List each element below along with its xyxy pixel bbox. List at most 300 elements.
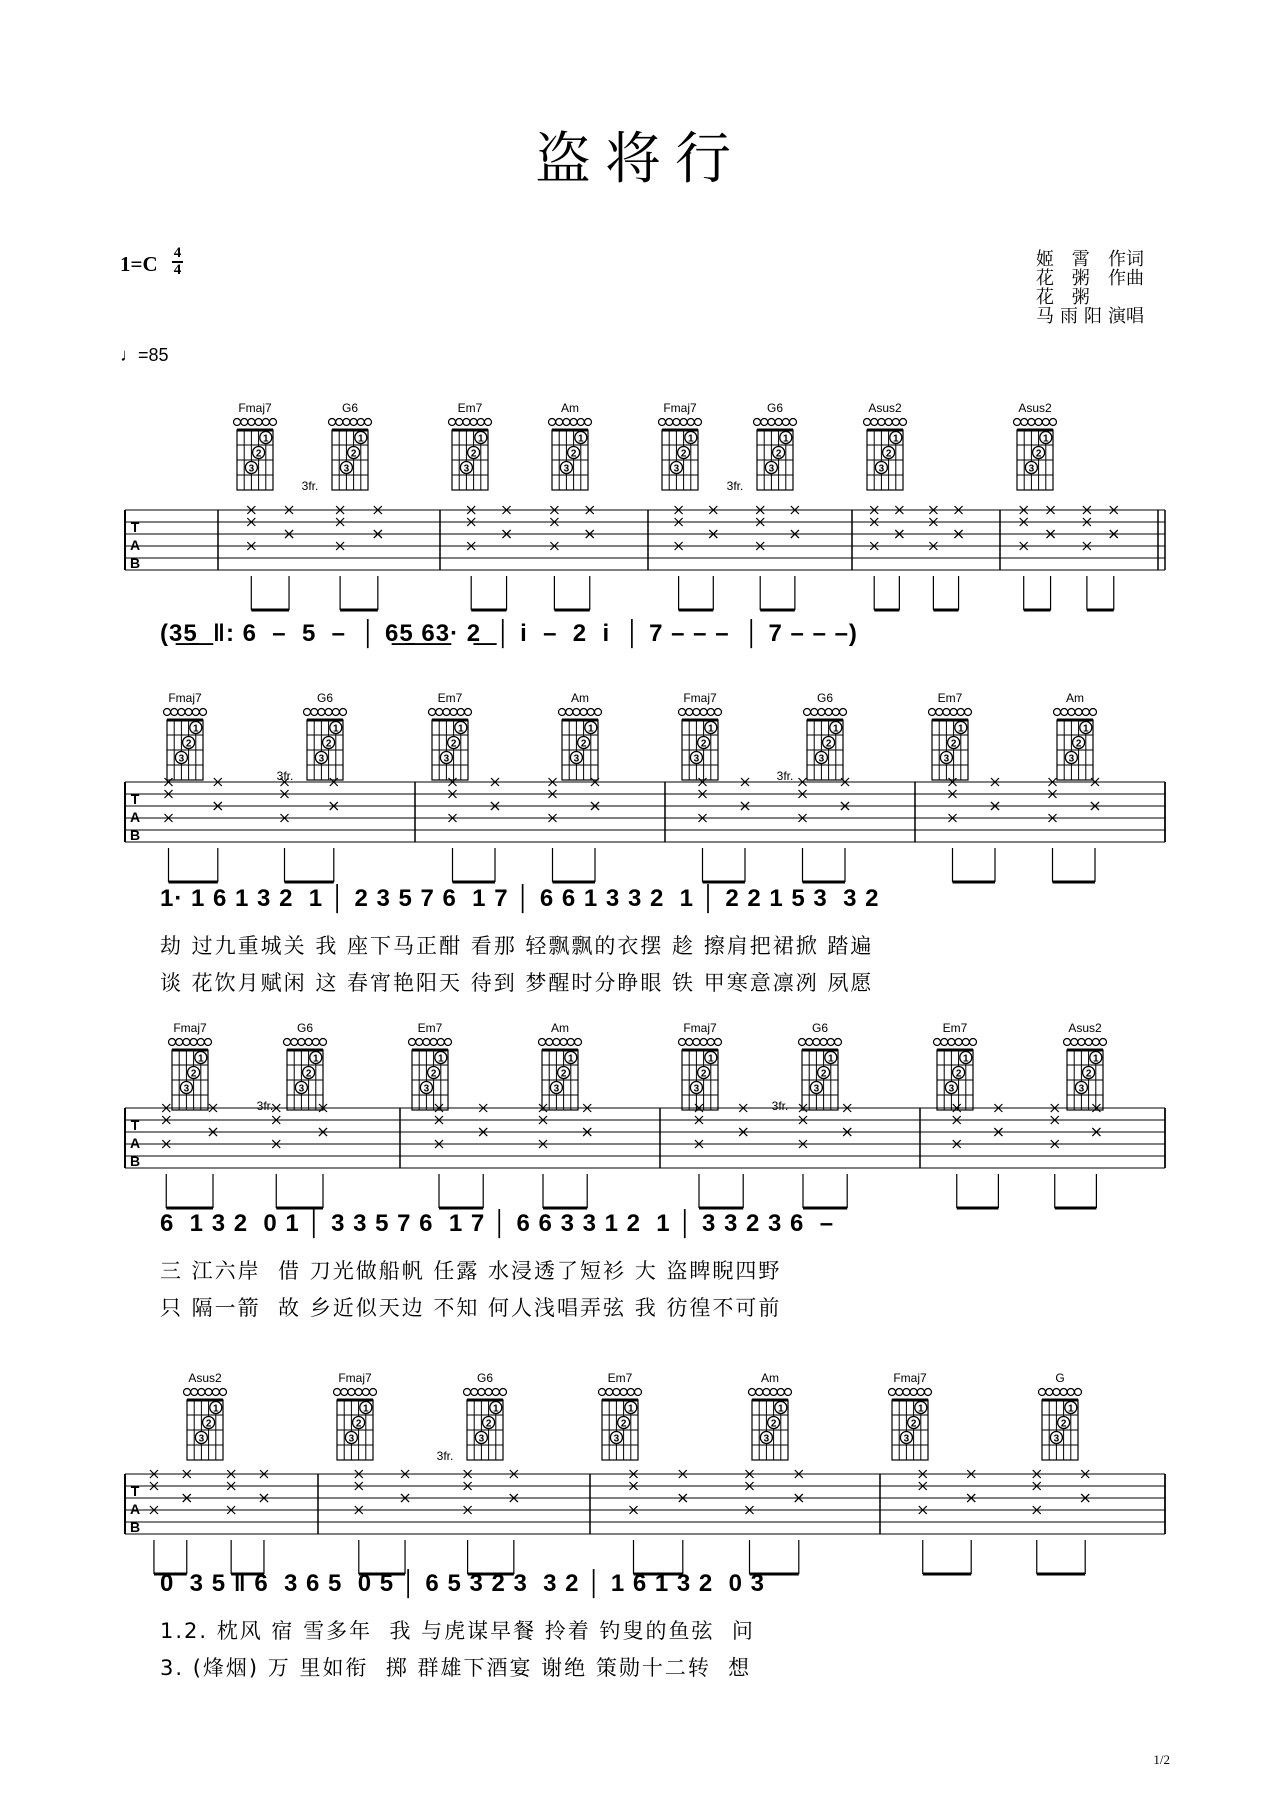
chord-name: Fmaj7 (893, 1371, 927, 1385)
svg-text:2: 2 (255, 448, 262, 460)
open-string-icon (325, 709, 332, 716)
svg-text:3: 3 (563, 463, 570, 475)
svg-text:A: A (129, 537, 141, 553)
open-string-icon (903, 1389, 910, 1396)
open-string-icon (241, 419, 248, 426)
open-string-icon (950, 709, 957, 716)
chord-diagram (164, 691, 207, 780)
svg-text:3: 3 (693, 753, 700, 765)
open-string-icon (556, 419, 563, 426)
chord-diagram (449, 401, 492, 490)
open-string-icon (835, 1039, 842, 1046)
chord-diagram (334, 1371, 377, 1460)
svg-text:1: 1 (493, 1403, 499, 1415)
chord-diagram (749, 1371, 792, 1460)
open-string-icon (585, 419, 592, 426)
fret-marker: 3fr. (256, 1099, 274, 1113)
svg-text:3: 3 (573, 753, 580, 765)
chord-diagram (934, 1021, 977, 1110)
svg-text:2: 2 (955, 1068, 962, 1080)
open-string-icon (176, 1039, 183, 1046)
score-system-3 (0, 1020, 1280, 1350)
open-string-icon (820, 1039, 827, 1046)
svg-text:1: 1 (1083, 723, 1089, 735)
open-string-icon (811, 709, 818, 716)
chord-diagram (929, 691, 972, 780)
chord-diagram (329, 401, 372, 490)
svg-text:2: 2 (820, 1068, 827, 1080)
svg-text:2: 2 (770, 1418, 777, 1430)
open-string-icon (1039, 1389, 1046, 1396)
open-string-icon (785, 1389, 792, 1396)
open-string-icon (190, 1039, 197, 1046)
svg-text:1: 1 (438, 1053, 444, 1065)
open-string-icon (255, 419, 262, 426)
open-string-icon (754, 419, 761, 426)
open-string-icon (832, 709, 839, 716)
open-string-icon (343, 419, 350, 426)
svg-text:2: 2 (700, 1068, 707, 1080)
open-string-icon (1075, 709, 1082, 716)
open-string-icon (443, 709, 450, 716)
svg-text:3: 3 (768, 463, 775, 475)
svg-text:2: 2 (470, 448, 477, 460)
svg-text:3: 3 (178, 753, 185, 765)
chord-name: Fmaj7 (683, 1021, 717, 1035)
open-string-icon (311, 709, 318, 716)
jianpu-notation: 0 3 5 ‖ 6 3 6 5 0 5 │ 6 5 3 2 3 3 2 │ 1 6 1 3 2 0 3 (160, 1570, 765, 1597)
svg-text:B: B (129, 1519, 141, 1535)
chord-diagram (184, 1371, 227, 1460)
open-string-icon (580, 709, 587, 716)
svg-text:1: 1 (918, 1403, 924, 1415)
open-string-icon (595, 709, 602, 716)
open-string-icon (437, 1039, 444, 1046)
open-string-icon (1060, 1389, 1067, 1396)
svg-text:1: 1 (708, 723, 714, 735)
chord-diagram (754, 401, 797, 490)
svg-text:1: 1 (588, 723, 594, 735)
svg-text:2: 2 (580, 738, 587, 750)
svg-text:3: 3 (948, 1083, 955, 1095)
chord-name: G6 (811, 1021, 829, 1035)
open-string-icon (416, 1039, 423, 1046)
chord-diagram (559, 691, 602, 780)
svg-text:2: 2 (1085, 1068, 1092, 1080)
svg-text:A: A (129, 1135, 141, 1151)
svg-text:1: 1 (358, 433, 364, 445)
svg-text:2: 2 (950, 738, 957, 750)
open-string-icon (436, 709, 443, 716)
open-string-icon (340, 709, 347, 716)
open-string-icon (707, 1039, 714, 1046)
chord-diagram (599, 1371, 642, 1460)
open-string-icon (970, 1039, 977, 1046)
open-string-icon (500, 1389, 507, 1396)
svg-text:3: 3 (298, 1083, 305, 1095)
lyrics-verse-2: 3. (烽烟) 万 里如衔 掷 群雄下酒宴 谢绝 策勋十二转 想 (160, 1656, 752, 1680)
svg-text:1: 1 (1093, 1053, 1099, 1065)
svg-text:3: 3 (443, 753, 450, 765)
tab-clef: T (130, 1483, 140, 1499)
open-string-icon (445, 1039, 452, 1046)
open-string-icon (567, 1039, 574, 1046)
open-string-icon (370, 1389, 377, 1396)
chord-diagram (304, 691, 347, 780)
open-string-icon (304, 709, 311, 716)
svg-text:3: 3 (318, 753, 325, 765)
open-string-icon (606, 1389, 613, 1396)
open-string-icon (200, 709, 207, 716)
open-string-icon (336, 419, 343, 426)
jianpu-notation: 1· 1 6 1 3 2 1 │ 2 3 5 7 6 1 7 │ 6 6 1 3 3 2 1 │ 2 2 1 5 3 3 2 (160, 885, 880, 912)
open-string-icon (686, 709, 693, 716)
chord-diagram (1014, 401, 1057, 490)
open-string-icon (715, 709, 722, 716)
open-string-icon (357, 419, 364, 426)
svg-text:1: 1 (363, 1403, 369, 1415)
svg-text:1: 1 (958, 723, 964, 735)
open-string-icon (171, 709, 178, 716)
open-string-icon (205, 1389, 212, 1396)
chord-name: Fmaj7 (683, 691, 717, 705)
svg-text:1: 1 (333, 723, 339, 735)
chord-name: Em7 (437, 691, 463, 705)
tempo-marking: ♩=85 (120, 345, 169, 365)
chord-diagram (409, 1021, 452, 1110)
svg-text:3: 3 (343, 463, 350, 475)
chord-name: Fmaj7 (338, 1371, 372, 1385)
open-string-icon (666, 419, 673, 426)
svg-text:2: 2 (185, 738, 192, 750)
open-string-icon (1090, 709, 1097, 716)
open-string-icon (463, 419, 470, 426)
fret-marker: 3fr. (301, 479, 319, 493)
open-string-icon (599, 1389, 606, 1396)
open-string-icon (284, 1039, 291, 1046)
open-string-icon (679, 1039, 686, 1046)
svg-text:2: 2 (325, 738, 332, 750)
open-string-icon (485, 1389, 492, 1396)
svg-text:3: 3 (248, 463, 255, 475)
open-string-icon (799, 1039, 806, 1046)
open-string-icon (549, 419, 556, 426)
open-string-icon (715, 1039, 722, 1046)
open-string-icon (1071, 1039, 1078, 1046)
open-string-icon (775, 419, 782, 426)
open-string-icon (1064, 1039, 1071, 1046)
svg-text:2: 2 (885, 448, 892, 460)
open-string-icon (1050, 419, 1057, 426)
svg-text:2: 2 (910, 1418, 917, 1430)
page-number: 1/2 (1153, 1752, 1170, 1767)
chord-name: G (1055, 1371, 1065, 1385)
open-string-icon (164, 709, 171, 716)
svg-text:2: 2 (825, 738, 832, 750)
open-string-icon (962, 1039, 969, 1046)
open-string-icon (409, 1039, 416, 1046)
chord-name: Fmaj7 (173, 1021, 207, 1035)
chord-name: Asus2 (1018, 401, 1052, 415)
open-string-icon (695, 419, 702, 426)
open-string-icon (900, 419, 907, 426)
open-string-icon (813, 1039, 820, 1046)
open-string-icon (198, 1389, 205, 1396)
open-string-icon (955, 1039, 962, 1046)
open-string-icon (456, 419, 463, 426)
fret-marker: 3fr. (436, 1449, 454, 1463)
score-system-1 (0, 400, 1280, 700)
chord-name: G6 (766, 401, 784, 415)
open-string-icon (878, 419, 885, 426)
open-string-icon (613, 1389, 620, 1396)
open-string-icon (1068, 709, 1075, 716)
open-string-icon (477, 419, 484, 426)
svg-text:3: 3 (813, 1083, 820, 1095)
svg-text:1: 1 (688, 433, 694, 445)
open-string-icon (934, 1039, 941, 1046)
chord-diagram (234, 401, 277, 490)
open-string-icon (184, 1389, 191, 1396)
svg-text:2: 2 (350, 448, 357, 460)
svg-text:2: 2 (1060, 1418, 1067, 1430)
open-string-icon (362, 1389, 369, 1396)
open-string-icon (763, 1389, 770, 1396)
open-string-icon (234, 419, 241, 426)
open-string-icon (492, 1389, 499, 1396)
svg-text:3: 3 (763, 1433, 770, 1445)
open-string-icon (566, 709, 573, 716)
open-string-icon (627, 1389, 634, 1396)
open-string-icon (806, 1039, 813, 1046)
svg-text:1: 1 (193, 723, 199, 735)
open-string-icon (429, 709, 436, 716)
open-string-icon (1028, 419, 1035, 426)
svg-text:3: 3 (878, 463, 885, 475)
open-string-icon (183, 1039, 190, 1046)
open-string-icon (871, 419, 878, 426)
open-string-icon (305, 1039, 312, 1046)
open-string-icon (892, 419, 899, 426)
fret-marker: 3fr. (776, 769, 794, 783)
open-string-icon (790, 419, 797, 426)
svg-text:3: 3 (1078, 1083, 1085, 1095)
open-string-icon (570, 419, 577, 426)
open-string-icon (770, 1389, 777, 1396)
open-string-icon (341, 1389, 348, 1396)
svg-text:1: 1 (478, 433, 484, 445)
svg-text:1: 1 (1043, 433, 1049, 445)
open-string-icon (827, 1039, 834, 1046)
open-string-icon (423, 1039, 430, 1046)
chord-name: Am (1066, 691, 1084, 705)
jianpu-notation: (3͟5͟ ‖: 6 – 5 – │ 6͟5͟ 6͟3· 2͟ │ i – 2 i │ 7 – – – │ 7 – – –) (160, 620, 858, 647)
svg-text:2: 2 (190, 1068, 197, 1080)
open-string-icon (312, 1039, 319, 1046)
open-string-icon (334, 1389, 341, 1396)
lyrics-verse-1: 1.2. 枕风 宿 雪多年 我 与虎谋早餐 拎着 钓叟的鱼弦 问 (160, 1619, 755, 1643)
open-string-icon (840, 709, 847, 716)
open-string-icon (885, 419, 892, 426)
chord-name: Fmaj7 (663, 401, 697, 415)
open-string-icon (192, 709, 199, 716)
song-title: 盗将行 (535, 127, 745, 192)
open-string-icon (563, 419, 570, 426)
open-string-icon (680, 419, 687, 426)
open-string-icon (1035, 419, 1042, 426)
open-string-icon (457, 709, 464, 716)
svg-text:1: 1 (828, 1053, 834, 1065)
open-string-icon (948, 1039, 955, 1046)
open-string-icon (169, 1039, 176, 1046)
open-string-icon (465, 709, 472, 716)
svg-text:3: 3 (1068, 753, 1075, 765)
chord-diagram (169, 1021, 212, 1110)
svg-text:1: 1 (578, 433, 584, 445)
open-string-icon (355, 1389, 362, 1396)
open-string-icon (320, 1039, 327, 1046)
fret-marker: 3fr. (276, 769, 294, 783)
svg-text:2: 2 (205, 1418, 212, 1430)
open-string-icon (1014, 419, 1021, 426)
open-string-icon (1100, 1039, 1107, 1046)
open-string-icon (825, 709, 832, 716)
open-string-icon (178, 709, 185, 716)
chord-diagram (659, 401, 702, 490)
svg-text:2: 2 (1035, 448, 1042, 460)
open-string-icon (700, 709, 707, 716)
open-string-icon (700, 1039, 707, 1046)
open-string-icon (917, 1389, 924, 1396)
chord-diagram (799, 1021, 842, 1110)
svg-text:1: 1 (313, 1053, 319, 1065)
open-string-icon (936, 709, 943, 716)
open-string-icon (756, 1389, 763, 1396)
open-string-icon (560, 1039, 567, 1046)
open-string-icon (262, 419, 269, 426)
open-string-icon (889, 1389, 896, 1396)
chord-name: G6 (296, 1021, 314, 1035)
open-string-icon (804, 709, 811, 716)
svg-text:2: 2 (570, 448, 577, 460)
svg-text:3: 3 (198, 1433, 205, 1445)
open-string-icon (941, 1039, 948, 1046)
chord-diagram (549, 401, 592, 490)
open-string-icon (329, 419, 336, 426)
lyrics-verse-2: 谈 花饮月赋闲 这 春宵艳阳天 待到 梦醒时分睁眼 铁 甲寒意凛冽 夙愿 (160, 971, 874, 995)
chord-diagram (804, 691, 847, 780)
svg-text:3: 3 (693, 1083, 700, 1095)
chord-name: Am (761, 1371, 779, 1385)
chord-name: G6 (476, 1371, 494, 1385)
open-string-icon (1054, 709, 1061, 716)
open-string-icon (1075, 1389, 1082, 1396)
chord-diagram (284, 1021, 327, 1110)
open-string-icon (686, 1039, 693, 1046)
tab-clef: T (130, 791, 140, 807)
svg-text:2: 2 (305, 1068, 312, 1080)
open-string-icon (1021, 419, 1028, 426)
svg-text:3: 3 (553, 1083, 560, 1095)
credits (1036, 250, 1144, 326)
svg-text:1: 1 (1068, 1403, 1074, 1415)
svg-text:2: 2 (560, 1068, 567, 1080)
jianpu-notation: 6 1 3 2 0 1 │ 3 3 5 7 6 1 7 │ 6 6 3 3 1 2 1 │ 3 3 2 3 6 – (160, 1210, 835, 1237)
chord-name: G6 (341, 401, 359, 415)
open-string-icon (1046, 1389, 1053, 1396)
open-string-icon (220, 1389, 227, 1396)
svg-text:1: 1 (263, 433, 269, 445)
open-string-icon (449, 419, 456, 426)
svg-text:3: 3 (423, 1083, 430, 1095)
chord-diagram (539, 1021, 582, 1110)
open-string-icon (470, 419, 477, 426)
key-signature: 1=C (120, 252, 158, 276)
open-string-icon (298, 1039, 305, 1046)
svg-text:3: 3 (183, 1083, 190, 1095)
credit-lyricist: 姬 霄 作词 (1036, 249, 1144, 270)
open-string-icon (546, 1039, 553, 1046)
open-string-icon (896, 1389, 903, 1396)
open-string-icon (818, 709, 825, 716)
open-string-icon (693, 709, 700, 716)
chord-diagram (679, 691, 722, 780)
chord-diagram (429, 691, 472, 780)
open-string-icon (553, 1039, 560, 1046)
chord-diagram (1054, 691, 1097, 780)
svg-text:1: 1 (198, 1053, 204, 1065)
credit-singer: 马雨阳演唱 (1036, 306, 1144, 327)
chord-diagram (1064, 1021, 1107, 1110)
chord-name: Em7 (937, 691, 963, 705)
score-system-4 (0, 1370, 1280, 1730)
time-signature-top: 4 (173, 245, 182, 261)
open-string-icon (348, 1389, 355, 1396)
open-string-icon (1085, 1039, 1092, 1046)
open-string-icon (1092, 1039, 1099, 1046)
open-string-icon (679, 709, 686, 716)
svg-text:3: 3 (818, 753, 825, 765)
chord-name: Em7 (607, 1371, 633, 1385)
open-string-icon (659, 419, 666, 426)
tab-clef: T (130, 519, 140, 535)
open-string-icon (925, 1389, 932, 1396)
open-string-icon (471, 1389, 478, 1396)
chord-name: Am (551, 1021, 569, 1035)
open-string-icon (777, 1389, 784, 1396)
open-string-icon (707, 709, 714, 716)
open-string-icon (768, 419, 775, 426)
open-string-icon (687, 419, 694, 426)
open-string-icon (943, 709, 950, 716)
quarter-note-icon: ♩ (120, 345, 138, 365)
open-string-icon (1067, 1389, 1074, 1396)
svg-text:1: 1 (628, 1403, 634, 1415)
svg-text:2: 2 (620, 1418, 627, 1430)
svg-text:2: 2 (485, 1418, 492, 1430)
chord-name: Em7 (417, 1021, 443, 1035)
chord-diagram (889, 1371, 932, 1460)
chord-name: Em7 (942, 1021, 968, 1035)
open-string-icon (318, 709, 325, 716)
open-string-icon (205, 1039, 212, 1046)
open-string-icon (185, 709, 192, 716)
open-string-icon (1042, 419, 1049, 426)
svg-text:1: 1 (778, 1403, 784, 1415)
svg-text:A: A (129, 1501, 141, 1517)
chord-name: Am (571, 691, 589, 705)
chord-name: Asus2 (868, 401, 902, 415)
